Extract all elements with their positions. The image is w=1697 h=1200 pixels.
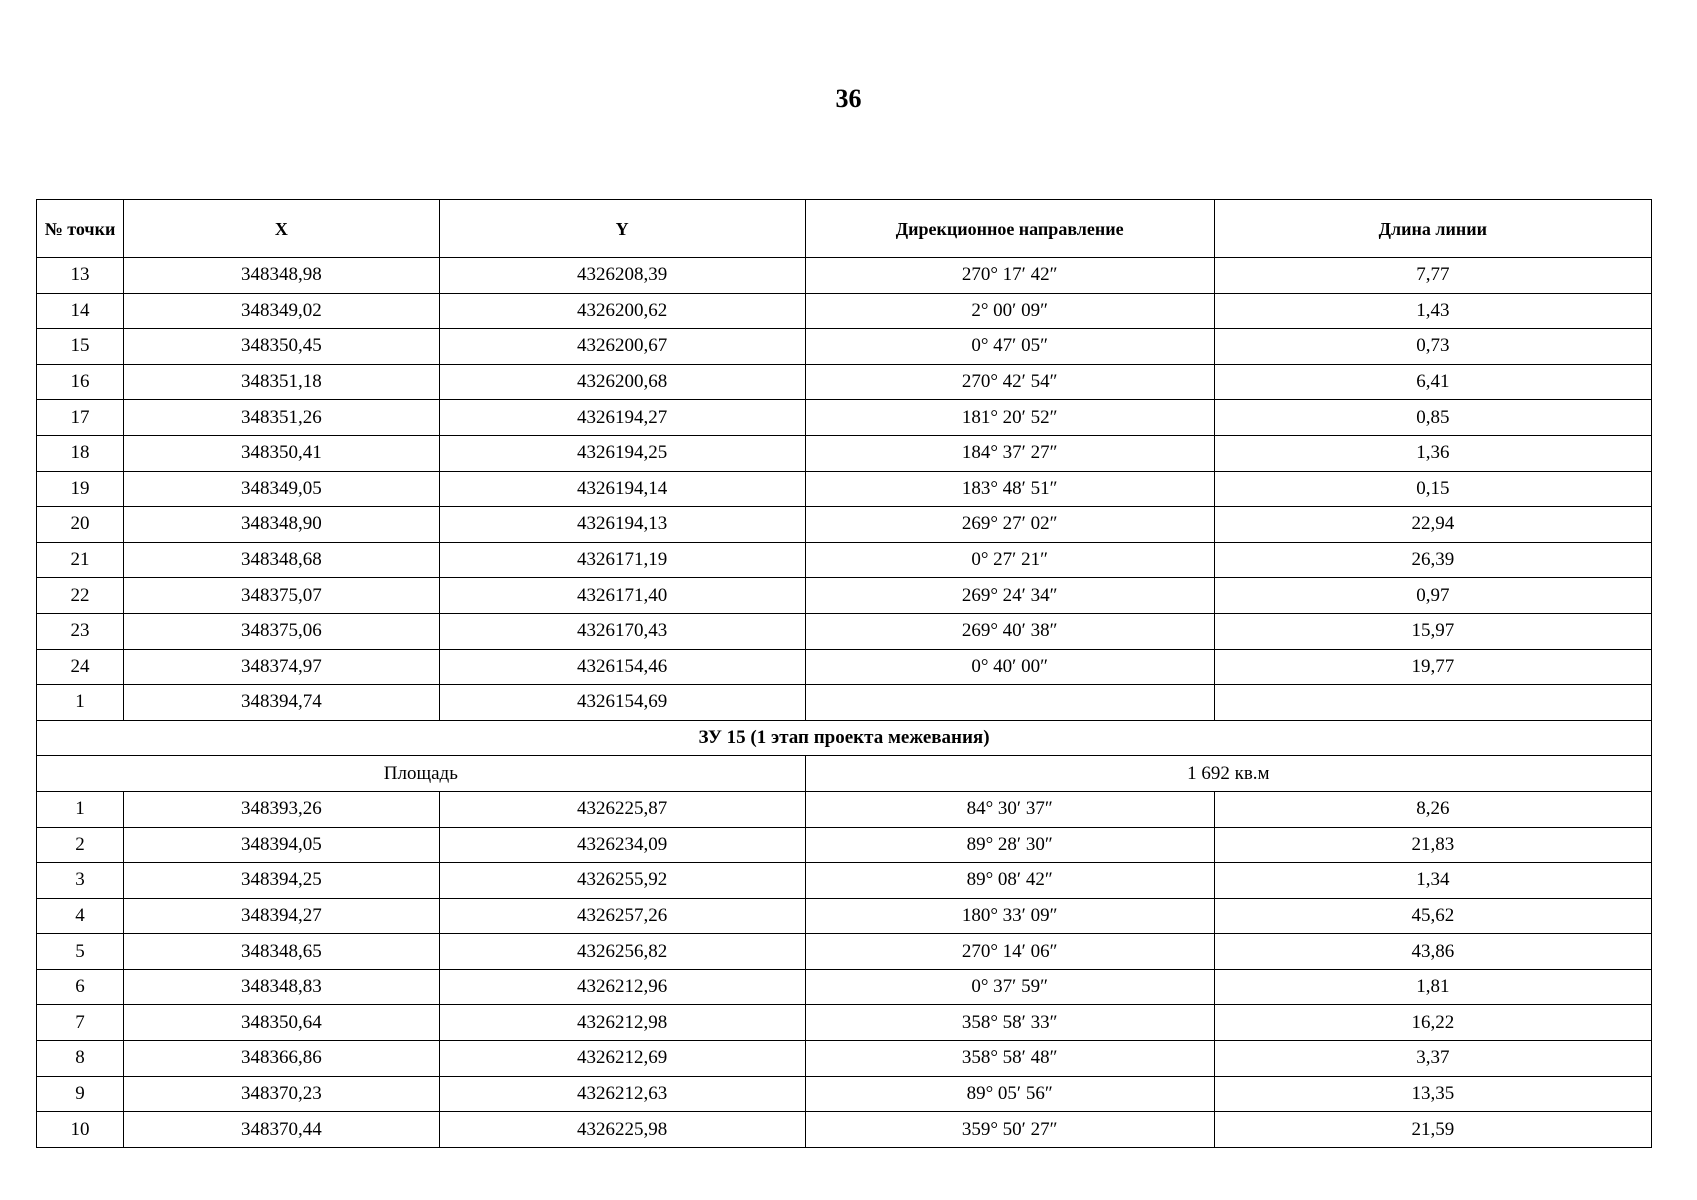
cell-direction: 0° 40′ 00″: [805, 649, 1214, 685]
cell-x: 348348,98: [124, 258, 440, 294]
cell-point-no: 5: [37, 934, 124, 970]
cell-point-no: 9: [37, 1076, 124, 1112]
cell-y: 4326212,69: [439, 1041, 805, 1077]
table-row: [37, 293, 1652, 329]
cell-x: 348350,41: [124, 435, 440, 471]
cell-length: 19,77: [1214, 649, 1651, 685]
cell-direction: 89° 05′ 56″: [805, 1076, 1214, 1112]
coordinates-table: [36, 199, 1652, 1148]
table-row: [37, 1005, 1652, 1041]
header-direction: Дирекционное направление: [805, 200, 1214, 258]
cell-direction: [805, 685, 1214, 721]
cell-direction: 0° 47′ 05″: [805, 329, 1214, 365]
cell-length: 1,81: [1214, 969, 1651, 1005]
cell-point-no: 10: [37, 1112, 124, 1148]
table-row: [37, 863, 1652, 899]
area-label: Площадь: [37, 756, 806, 792]
header-y: Y: [439, 200, 805, 258]
cell-point-no: 17: [37, 400, 124, 436]
cell-direction: 269° 40′ 38″: [805, 613, 1214, 649]
cell-length: 1,36: [1214, 435, 1651, 471]
cell-length: 0,15: [1214, 471, 1651, 507]
cell-point-no: 8: [37, 1041, 124, 1077]
cell-x: 348394,25: [124, 863, 440, 899]
cell-direction: 183° 48′ 51″: [805, 471, 1214, 507]
cell-point-no: 7: [37, 1005, 124, 1041]
cell-y: 4326225,87: [439, 791, 805, 827]
table-row: [37, 1076, 1652, 1112]
table-row: [37, 578, 1652, 614]
cell-y: 4326194,25: [439, 435, 805, 471]
table-row: [37, 507, 1652, 543]
cell-x: 348370,23: [124, 1076, 440, 1112]
cell-direction: 181° 20′ 52″: [805, 400, 1214, 436]
cell-x: 348348,68: [124, 542, 440, 578]
cell-length: 6,41: [1214, 364, 1651, 400]
cell-length: 21,59: [1214, 1112, 1651, 1148]
cell-length: 22,94: [1214, 507, 1651, 543]
cell-point-no: 13: [37, 258, 124, 294]
cell-x: 348348,65: [124, 934, 440, 970]
cell-y: 4326171,40: [439, 578, 805, 614]
cell-length: 16,22: [1214, 1005, 1651, 1041]
area-value: 1 692 кв.м: [805, 756, 1651, 792]
table-row: [37, 364, 1652, 400]
cell-y: 4326212,98: [439, 1005, 805, 1041]
table-row: [37, 827, 1652, 863]
table-row: [37, 613, 1652, 649]
cell-point-no: 24: [37, 649, 124, 685]
cell-direction: 269° 24′ 34″: [805, 578, 1214, 614]
cell-direction: 270° 17′ 42″: [805, 258, 1214, 294]
cell-length: 1,34: [1214, 863, 1651, 899]
cell-length: 1,43: [1214, 293, 1651, 329]
cell-direction: 180° 33′ 09″: [805, 898, 1214, 934]
cell-x: 348393,26: [124, 791, 440, 827]
cell-point-no: 6: [37, 969, 124, 1005]
cell-y: 4326212,96: [439, 969, 805, 1005]
cell-length: 0,85: [1214, 400, 1651, 436]
cell-x: 348351,18: [124, 364, 440, 400]
header-length: Длина линии: [1214, 200, 1651, 258]
cell-x: 348375,06: [124, 613, 440, 649]
table-row: [37, 1041, 1652, 1077]
cell-x: 348366,86: [124, 1041, 440, 1077]
table-row: [37, 898, 1652, 934]
cell-x: 348348,90: [124, 507, 440, 543]
table-row: [37, 1112, 1652, 1148]
cell-length: 0,73: [1214, 329, 1651, 365]
cell-point-no: 23: [37, 613, 124, 649]
cell-length: 13,35: [1214, 1076, 1651, 1112]
table-row: [37, 329, 1652, 365]
area-row: [37, 756, 1652, 792]
cell-direction: 359° 50′ 27″: [805, 1112, 1214, 1148]
cell-point-no: 20: [37, 507, 124, 543]
cell-y: 4326225,98: [439, 1112, 805, 1148]
cell-y: 4326154,69: [439, 685, 805, 721]
table-row: [37, 258, 1652, 294]
section-title: ЗУ 15 (1 этап проекта межевания): [37, 720, 1652, 756]
cell-y: 4326200,68: [439, 364, 805, 400]
cell-x: 348370,44: [124, 1112, 440, 1148]
cell-y: 4326212,63: [439, 1076, 805, 1112]
cell-direction: 269° 27′ 02″: [805, 507, 1214, 543]
cell-length: 26,39: [1214, 542, 1651, 578]
cell-point-no: 3: [37, 863, 124, 899]
cell-point-no: 16: [37, 364, 124, 400]
cell-x: 348348,83: [124, 969, 440, 1005]
cell-point-no: 4: [37, 898, 124, 934]
cell-point-no: 18: [37, 435, 124, 471]
cell-length: [1214, 685, 1651, 721]
cell-y: 4326256,82: [439, 934, 805, 970]
cell-y: 4326257,26: [439, 898, 805, 934]
cell-x: 348375,07: [124, 578, 440, 614]
table-row: [37, 542, 1652, 578]
cell-length: 3,37: [1214, 1041, 1651, 1077]
page-number: 36: [835, 84, 862, 113]
table-row: [37, 934, 1652, 970]
table-body: [37, 258, 1652, 1148]
cell-y: 4326194,14: [439, 471, 805, 507]
cell-direction: 358° 58′ 33″: [805, 1005, 1214, 1041]
cell-y: 4326200,67: [439, 329, 805, 365]
cell-direction: 358° 58′ 48″: [805, 1041, 1214, 1077]
cell-point-no: 15: [37, 329, 124, 365]
table-row: [37, 969, 1652, 1005]
cell-x: 348350,45: [124, 329, 440, 365]
cell-direction: 89° 28′ 30″: [805, 827, 1214, 863]
cell-direction: 0° 37′ 59″: [805, 969, 1214, 1005]
cell-length: 43,86: [1214, 934, 1651, 970]
cell-length: 15,97: [1214, 613, 1651, 649]
cell-y: 4326234,09: [439, 827, 805, 863]
cell-point-no: 1: [37, 791, 124, 827]
table-row: [37, 685, 1652, 721]
table-row: [37, 649, 1652, 685]
cell-x: 348394,27: [124, 898, 440, 934]
cell-direction: 270° 42′ 54″: [805, 364, 1214, 400]
cell-direction: 270° 14′ 06″: [805, 934, 1214, 970]
cell-point-no: 22: [37, 578, 124, 614]
cell-point-no: 14: [37, 293, 124, 329]
table-row: [37, 471, 1652, 507]
header-row: [37, 200, 1652, 258]
header-point-no: № точки: [37, 200, 124, 258]
cell-x: 348351,26: [124, 400, 440, 436]
header-x: X: [124, 200, 440, 258]
cell-direction: 2° 00′ 09″: [805, 293, 1214, 329]
table-header: [37, 200, 1652, 258]
table-row: [37, 435, 1652, 471]
cell-x: 348349,05: [124, 471, 440, 507]
cell-x: 348350,64: [124, 1005, 440, 1041]
cell-x: 348374,97: [124, 649, 440, 685]
cell-x: 348394,74: [124, 685, 440, 721]
cell-length: 7,77: [1214, 258, 1651, 294]
cell-point-no: 2: [37, 827, 124, 863]
cell-x: 348349,02: [124, 293, 440, 329]
cell-direction: 0° 27′ 21″: [805, 542, 1214, 578]
cell-y: 4326170,43: [439, 613, 805, 649]
cell-point-no: 1: [37, 685, 124, 721]
cell-direction: 89° 08′ 42″: [805, 863, 1214, 899]
table-row: [37, 400, 1652, 436]
cell-y: 4326255,92: [439, 863, 805, 899]
cell-y: 4326194,27: [439, 400, 805, 436]
cell-length: 8,26: [1214, 791, 1651, 827]
table-row: [37, 791, 1652, 827]
cell-length: 0,97: [1214, 578, 1651, 614]
cell-length: 45,62: [1214, 898, 1651, 934]
cell-direction: 84° 30′ 37″: [805, 791, 1214, 827]
cell-point-no: 19: [37, 471, 124, 507]
cell-direction: 184° 37′ 27″: [805, 435, 1214, 471]
cell-length: 21,83: [1214, 827, 1651, 863]
cell-y: 4326200,62: [439, 293, 805, 329]
cell-x: 348394,05: [124, 827, 440, 863]
cell-y: 4326154,46: [439, 649, 805, 685]
cell-y: 4326194,13: [439, 507, 805, 543]
cell-y: 4326208,39: [439, 258, 805, 294]
section-title-row: [37, 720, 1652, 756]
cell-y: 4326171,19: [439, 542, 805, 578]
cell-point-no: 21: [37, 542, 124, 578]
